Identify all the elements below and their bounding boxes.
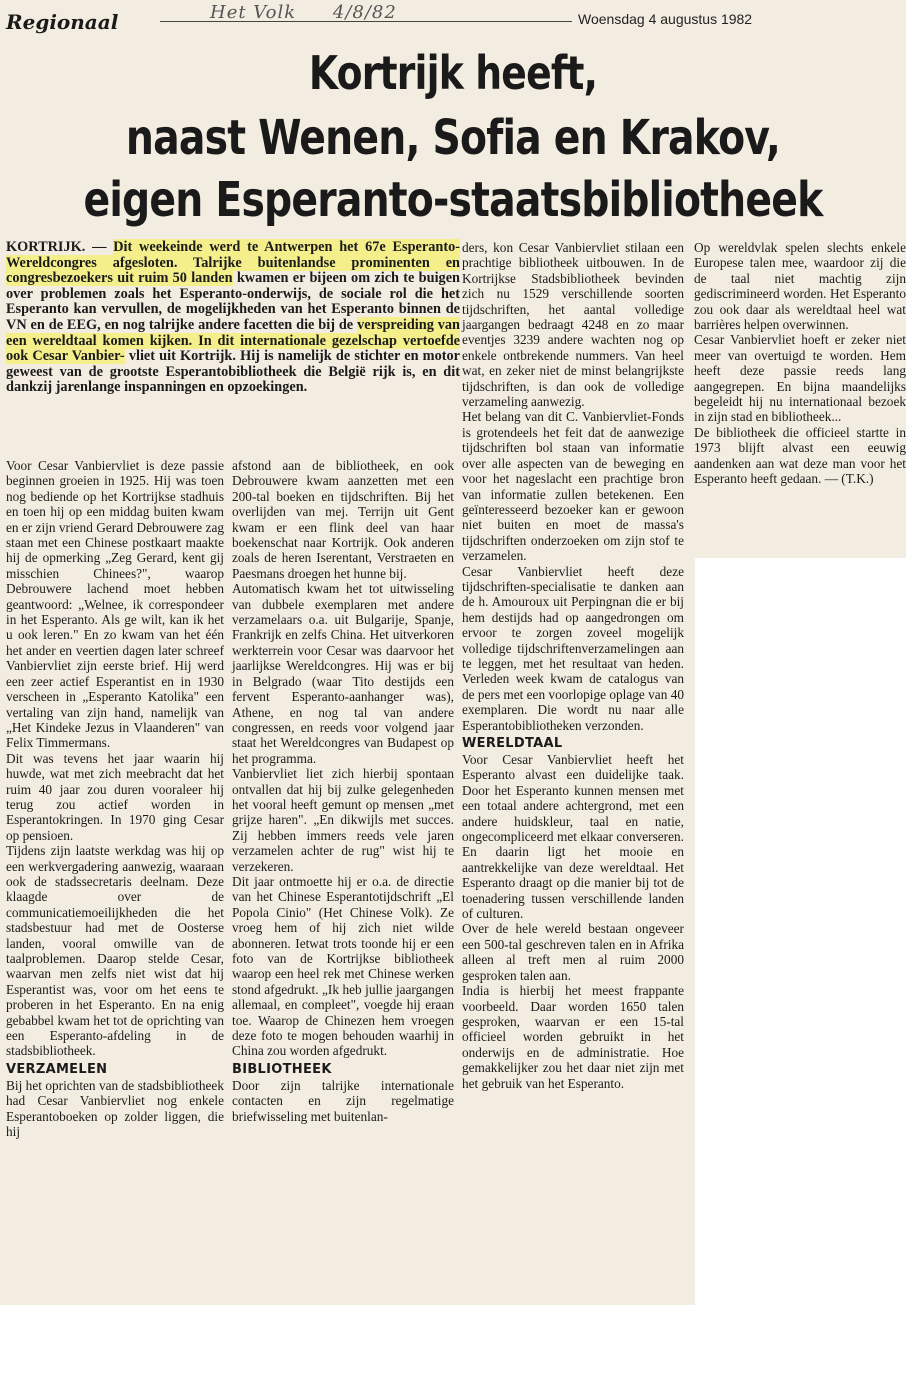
paragraph: Bij het oprichten van de stadsbibliotheek had Cesar Vanbiervliet nog enkele Esperantoboeken op zolder liggen, die hij	[6, 1077, 224, 1140]
paragraph: Automatisch kwam het tot uitwisseling van dubbele exemplaren met andere verzamelaars o.a. uit Bulgarije, Spanje, Frankrijk en zelfs China. Het uitverkoren werkterrein voor Cesar was daarvoor het jaarlijkse Wereldcongres. Hij was er bij in Belgrado (waar Tito destijds een fervent Esperanto-aanhanger was), Athene, en nog tal van andere congressen, en reeds voor volgend jaar staat het Wereldcongres van Budapest op het programma.	[232, 581, 454, 766]
subhead-bibliotheek: BIBLIOTHEEK	[232, 1061, 332, 1077]
article-column-3	[462, 240, 684, 1091]
article-column-4	[694, 240, 906, 487]
paragraph: India is hierbij het meest frappante voorbeeld. Daar worden 1650 talen gesproken, waarvan er een 15-tal officieel worden gebruikt in het onderwijs en de administratie. Hoe gemakkelijker zou het daar niet zijn met het gebruik van het Esperanto.	[462, 983, 684, 1091]
paragraph: Op wereldvlak spelen slechts enkele Europese talen mee, waardoor zij die de taal niet machtig zijn gediscrimineerd worden. Het Esperanto zou ook daar als wereldtaal heel wat barrières helpen overwinnen.	[694, 240, 906, 333]
paragraph: Voor Cesar Vanbiervliet heeft het Esperanto alvast een duidelijke taak. Door het Esperanto kunnen mensen met een totaal andere achtergrond, met een andere huidskleur, taal en natie, ongecompliceerd met elkaar converseren. En daarin ligt het mooie en aantrekkelijke van deze wereldtaal. Het Esperanto draagt op die manier bij tot de toenadering tussen verschillende landen of culturen.	[462, 752, 684, 922]
lead-text: kwamen er bijeen om zich te buigen over problemen zoals het Esperanto-onderwijs, de sociale rol die het Esperanto kan vervullen, de mogelijkheden van het Esperanto binnen de VN en de EEG, en nog talrijke andere facetten die bij de	[6, 270, 460, 333]
headline-line-2: naast Wenen, Sofia en Krakov,	[125, 110, 781, 166]
paragraph: Cesar Vanbiervliet heeft deze tijdschriften-specialisatie te danken aan de h. Amouroux uit Perpingnan die er bij hem destijds had op aangedrongen om ervoor te zorgen zoveel mogelijk volledige tijdschriftenverzamelingen aan te leggen, met het resultaat van heden. Verleden week kwam de catalogus van de pers met een voorlopige oplage van 40 exemplaren. Die wordt nu naar alle Esperantobibliotheken verzonden.	[462, 563, 684, 733]
paragraph: Voor Cesar Vanbiervliet is deze passie beginnen groeien in 1925. Hij was toen nog bediende op het Kortrijkse stadhuis en toen hij op een middag buiten kwam en er zijn vriend Gerard Debrouwere zag staan met een Chinese postkaart maakte hij de opmerking „Zeg Gerard, kent gij misschien Chinees?", waarop Debrouwere lachend moet hebben geantwoord: „Welnee, ik correspondeer in het Esperanto. Als ge wilt, kan ik het u ook leren." En zo kwam van het één het ander en veertien dagen later schreef Vanbiervliet zijn eerste brief. Hij werd een zeer actief Esperantist en in 1930 verscheen in „Esperanto Katolika" een vertaling van zijn hand, namelijk van „Het Kindeke Jezus in Vlaanderen" van Felix Timmermans.	[6, 458, 224, 751]
blank-area	[695, 558, 906, 1305]
paragraph: ders, kon Cesar Vanbiervliet stilaan een prachtige bibliotheek uitbouwen. In de Kortrijkse Stadsbibliotheek bevinden zich nu 1529 verschillende soorten tijdschriften, het aantal volledige jaargangen bedraagt 4248 en zo maar eventjes 3239 andere wachten nog op enkele ontbrekende nummers. Van heel wat, en zeker niet de minst belangrijkste tijdschriften, is dan ook de volledige verzameling aanwezig.	[462, 240, 684, 410]
paragraph: Het belang van dit C. Vanbiervliet-Fonds is grotendeels het feit dat de aanwezige tijdschriften bol staan van informatie over alle aspecten van de beweging en voor het nageslacht een prachtige bron van informatie zullen betekenen. Een geïnteresseerd bezoeker kan er gewoon niet buiten en moet de massa's tijdschriften onderzoeken om zijn stof te verzamelen.	[462, 409, 684, 564]
paragraph: Tijdens zijn laatste werkdag was hij op een werkvergadering aanwezig, waaraan ook de stadssecretaris deelnam. Deze klaagde over de communicatiemoeilijkheden die het stadsbestuur had met de Oosterse landen, vooral omwille van de taalproblemen. Daarop stelde Cesar, waarvan men zelfs niet wist dat hij Esperantist was, voor om het eens te proberen in het Esperanto. En na enig gebabbel kwam het tot de oprichting van een Esperanto-afdeling in de stadsbibliotheek.	[6, 843, 224, 1059]
headline-line-3: eigen Esperanto-staatsbibliotheek	[83, 172, 823, 228]
paragraph: afstond aan de bibliotheek, en ook Debrouwere kwam aanzetten met een 200-tal boeken en tijdschriften. Bij het overlijden van mej. Terrijn uit Gent kwam er een flink deel van haar boekenschat naar Kortrijk. Ook anderen zoals de heren Iserentant, Verstraeten en Paesmans droegen het hunne bij.	[232, 458, 454, 581]
lead-paragraph	[6, 240, 460, 396]
paragraph: Over de hele wereld bestaan ongeveer een 500-tal geschreven talen en in Afrika alleen al treft men al ruim 2000 gesproken talen aan.	[462, 921, 684, 983]
header-rule	[160, 21, 572, 22]
paragraph: Dit was tevens het jaar waarin hij huwde, wat met zich meebracht dat het ruim 40 jaar zou duren vooraleer hij terug zou actief worden in Esperantokringen. In 1970 ging Cesar op pensioen.	[6, 750, 224, 843]
headline-line-1: Kortrijk heeft,	[308, 46, 598, 100]
section-label: Regionaal	[6, 10, 119, 34]
article-column-1	[6, 458, 224, 1139]
lead-text-end: vliet uit Kortrijk. Hij is namelijk de stichter en motor geweest van de grootste Esperantobibliotheek die België rijk is, en dit dankzij jarenlange inspanningen en opzoekingen.	[6, 348, 460, 396]
subhead-wereldtaal: WERELDTAAL	[462, 736, 563, 751]
handwritten-source: Het Volk	[210, 2, 297, 23]
handwritten-note	[210, 2, 397, 23]
paragraph: De bibliotheek die officieel startte in 1973 blijft alvast een eeuwig aandenken aan wat deze man voor het Esperanto heeft gedaan. — (T.K.)	[694, 424, 906, 487]
article-column-2	[232, 458, 454, 1124]
dateline: Woensdag 4 augustus 1982	[578, 11, 753, 27]
paragraph: Vanbiervliet liet zich hierbij spontaan ontvallen dat hij bij zulke gelegenheden het vooral heeft gemunt op mensen „met grijze haren". „En dikwijls met succes. Zij hebben immers reeds vele jaren verzamelen achter de rug" wist hij te verzekeren.	[232, 766, 454, 874]
paragraph: Dit jaar ontmoette hij er o.a. de directie van het Chinese Esperantotijdschrift „El Popola Cinio" (Het Chinese Volk). Ze vroeg hem of hij zich niet wilde abonneren. Ietwat trots toonde hij er een foto van de Kortrijkse bibliotheek waarop een heel rek met Chinese werken stond afgedrukt. „Ik heb jullie jaargangen allemaal, en compleet", voegde hij eraan toe. Waarop de Chinezen hem vroegen deze foto te mogen behouden waarhij in China zou worden afgedrukt.	[232, 873, 454, 1059]
lead-highlight-2: verspreiding van een wereldtaal komen kijken. In dit internationale gezelschap vertoefde ook Cesar Vanbier-	[6, 316, 461, 365]
paragraph: Cesar Vanbiervliet hoeft er zeker niet meer van overtuigd te worden. Hem heeft deze passie reeds lang aangegrepen. En bijna maandelijks begeleidt hij nu internationaal bezoek in zijn stad en bibliotheek...	[694, 332, 906, 425]
lead-kicker: KORTRIJK. —	[6, 239, 107, 255]
lead-highlight-1: Dit weekeinde werd te Antwerpen het 67e Esperanto-Wereldcongres afgesloten. Talrijke buitenlandse prominenten en congresbezoekers uit ruim 50 landen	[6, 239, 460, 287]
paragraph: Door zijn talrijke internationale contacten en zijn regelmatige briefwisseling met buitenlan-	[232, 1077, 454, 1124]
handwritten-date: 4/8/82	[332, 2, 397, 23]
subhead-verzamelen: VERZAMELEN	[6, 1061, 108, 1077]
